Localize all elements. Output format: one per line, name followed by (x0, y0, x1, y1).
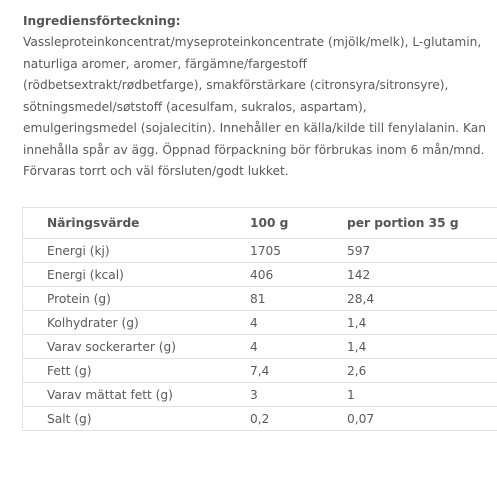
table-row (22, 239, 497, 263)
value-per-100g: 4 (250, 335, 347, 359)
table-row (22, 263, 497, 287)
nutrition-table (22, 207, 497, 431)
ingredients-line: (rödbetsextrakt/rødbetfarge), smakförstärkare (citronsyra/sitronsyre), (23, 78, 449, 92)
nutrition-header-row (22, 207, 497, 239)
table-row (22, 383, 497, 407)
table-row (22, 335, 497, 359)
ingredients-section (23, 11, 493, 183)
value-per-portion: 1,4 (347, 335, 497, 359)
value-per-portion: 2,6 (347, 359, 497, 383)
value-per-100g: 3 (250, 383, 347, 407)
value-per-100g: 4 (250, 311, 347, 335)
ingredients-line: naturliga aromer, aromer, färgämne/fargestoff (23, 56, 307, 71)
table-row (22, 407, 497, 431)
value-per-portion: 142 (347, 263, 497, 287)
ingredients-line: Vassleproteinkoncentrat/myseproteinkoncentrate (mjölk/melk), L-glutamin, (23, 35, 482, 49)
ingredients-line: Förvaras torrt och väl försluten/godt lukket. (23, 164, 289, 178)
value-per-portion: 597 (347, 239, 497, 263)
value-per-100g: 7,4 (250, 359, 347, 383)
ingredients-heading: Ingrediensförteckning: (23, 14, 181, 28)
nutrient-name: Energi (kcal) (22, 263, 250, 287)
nutrient-name: Varav mättat fett (g) (22, 383, 250, 407)
nutrient-name: Protein (g) (22, 287, 250, 311)
value-per-portion: 0,07 (347, 407, 497, 431)
table-row (22, 287, 497, 311)
value-per-portion: 1,4 (347, 311, 497, 335)
ingredients-line: emulgeringsmedel (sojalecitin). Innehåller en källa/kilde till fenylalanin. Kan (23, 121, 486, 135)
nutrient-name: Varav sockerarter (g) (22, 335, 250, 359)
table-row (22, 359, 497, 383)
value-per-portion: 1 (347, 383, 497, 407)
value-per-100g: 1705 (250, 239, 347, 263)
nutrient-name: Kolhydrater (g) (22, 311, 250, 335)
value-per-100g: 81 (250, 287, 347, 311)
column-header-per-portion: per portion 35 g (347, 207, 497, 239)
nutrient-name: Fett (g) (22, 359, 250, 383)
value-per-100g: 406 (250, 263, 347, 287)
table-row (22, 311, 497, 335)
column-header-nutrient: Näringsvärde (22, 207, 250, 239)
ingredients-line: innehålla spår av ägg. Öppnad förpackning bör förbrukas inom 6 mån/mnd. (23, 142, 485, 157)
value-per-100g: 0,2 (250, 407, 347, 431)
ingredients-text (23, 32, 493, 183)
nutrient-name: Energi (kj) (22, 239, 250, 263)
nutrient-name: Salt (g) (22, 407, 250, 431)
value-per-portion: 28,4 (347, 287, 497, 311)
column-header-per-100g: 100 g (250, 207, 347, 239)
ingredients-line: sötningsmedel/søtstoff (acesulfam, sukralos, aspartam), (23, 99, 367, 114)
